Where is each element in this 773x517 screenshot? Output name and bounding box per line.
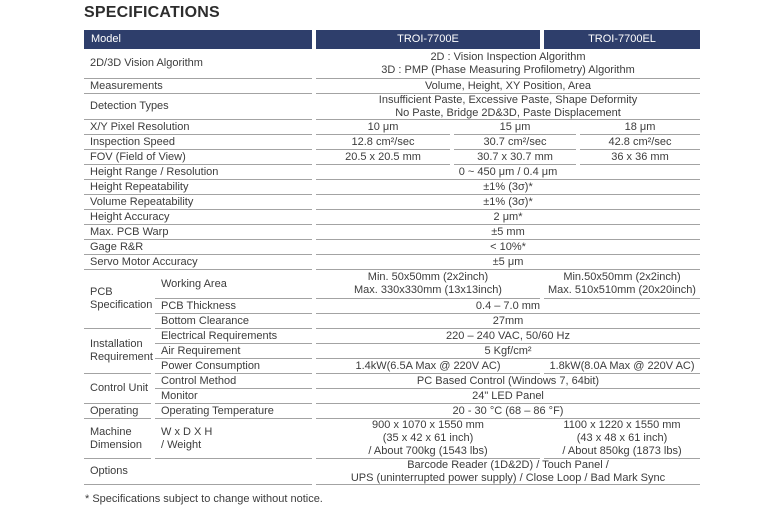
label-cell: Working Area [155,270,312,299]
value-cell: 27mm [316,314,700,329]
row-working-area [155,270,700,299]
label-cell: Servo Motor Accuracy [84,255,312,270]
label-cell: Height Range / Resolution [84,165,312,180]
label-cell: Height Accuracy [84,210,312,225]
label-cell: Air Requirement [155,344,312,359]
row-air-requirement [155,344,700,359]
value-cell: 0.4 – 7.0 mm [316,299,700,314]
value-cell-7700el: 1.8kW(8.0A Max @ 220V AC) [544,359,700,374]
label-cell: Measurements [84,79,312,94]
label-cell: Monitor [155,389,312,404]
group-label-cell: Operating [84,404,151,419]
row-inspection-speed [84,135,700,150]
row-options [84,459,700,485]
row-dimension-weight [155,419,700,459]
value-cell: 15 μm [454,120,576,135]
value-cell: Volume, Height, XY Position, Area [316,79,700,94]
section-control-unit [84,374,700,404]
group-label-cell: Control Unit [84,374,151,404]
footnote: * Specifications subject to change without notice. [85,493,323,505]
value-cell: 30.7 cm²/sec [454,135,576,150]
row-height-accuracy [84,210,700,225]
row-monitor [155,389,700,404]
value-cell: ±1% (3σ)* [316,180,700,195]
value-cell [316,459,700,485]
label-cell: Electrical Requirements [155,329,312,344]
value-cell-7700el [544,419,700,459]
label-cell: Inspection Speed [84,135,312,150]
row-control-method [155,374,700,389]
label-cell: FOV (Field of View) [84,150,312,165]
label-cell: Gage R&R [84,240,312,255]
row-detection-types [84,94,700,120]
value-line: No Paste, Bridge 2D&3D, Paste Displacement [395,106,621,119]
label-cell: Height Repeatability [84,180,312,195]
value-line: (35 x 42 x 61 inch) [382,432,474,444]
value-cell: 36 x 36 mm [580,150,700,165]
value-line: Max. 330x330mm (13x13inch) [354,284,502,296]
section-installation-requirement [84,329,700,374]
row-power-consumption [155,359,700,374]
label-cell: PCB Thickness [155,299,312,314]
value-cell: 220 – 240 VAC, 50/60 Hz [316,329,700,344]
label-line: / Weight [161,438,202,451]
value-cell: 20 - 30 °C (68 – 86 °F) [316,404,700,419]
label-cell: Power Consumption [155,359,312,374]
value-cell: 30.7 x 30.7 mm [454,150,576,165]
row-pcb-thickness [155,299,700,314]
value-cell: ±1% (3σ)* [316,195,700,210]
value-cell: 2 μm* [316,210,700,225]
value-line: Insufficient Paste, Excessive Paste, Shape Deformity [378,93,638,106]
value-line: / About 850kg (1873 lbs) [562,445,682,457]
value-line: 2D : Vision Inspection Algorithm [430,50,586,63]
row-volume-repeatability [84,195,700,210]
value-cell-7700e [316,419,540,459]
table-header-row [84,30,700,49]
spec-table [84,30,700,485]
value-cell: 20.5 x 20.5 mm [316,150,450,165]
label-cell: Operating Temperature [155,404,312,419]
row-operating-temperature [155,404,700,419]
section-operating [84,404,700,419]
row-height-range [84,165,700,180]
value-cell: 12.8 cm²/sec [316,135,450,150]
label-cell: Detection Types [84,94,312,120]
value-cell: 24" LED Panel [316,389,700,404]
value-cell: ±5 μm [316,255,700,270]
value-cell: < 10%* [316,240,700,255]
header-model-cell: Model [84,30,312,49]
row-electrical-requirements [155,329,700,344]
label-cell [155,419,312,459]
value-cell [316,94,700,120]
row-gage-rr [84,240,700,255]
section-pcb-specification [84,270,700,329]
group-label-cell: Installation Requirement [84,329,151,374]
row-servo-accuracy [84,255,700,270]
value-line: 3D : PMP (Phase Measuring Profilometry) Algorithm [381,63,635,76]
section-machine-dimension [84,419,700,459]
value-line: 1100 x 1220 x 1550 mm [563,419,681,431]
label-cell: Bottom Clearance [155,314,312,329]
label-cell: Volume Repeatability [84,195,312,210]
header-col-troi-7700el: TROI-7700EL [544,30,700,49]
page-title: SPECIFICATIONS [84,4,220,21]
value-cell-7700e: 1.4kW(6.5A Max @ 220V AC) [316,359,540,374]
header-col-troi-7700e: TROI-7700E [316,30,540,49]
label-line: W x D X H [161,425,213,438]
value-cell: 5 Kgf/cm² [316,344,700,359]
row-bottom-clearance [155,314,700,329]
spec-sheet-page [84,4,700,505]
value-cell [316,49,700,79]
value-cell: 42.8 cm²/sec [580,135,700,150]
value-line: Min. 50x50mm (2x2inch) [367,271,489,283]
value-cell: ±5 mm [316,225,700,240]
row-measurements [84,79,700,94]
value-line: / About 700kg (1543 lbs) [368,445,488,457]
label-cell: Options [84,459,312,485]
row-max-pcb-warp [84,225,700,240]
value-line: (43 x 48 x 61 inch) [576,432,668,444]
row-height-repeatability [84,180,700,195]
value-line: 900 x 1070 x 1550 mm [372,419,484,431]
row-fov [84,150,700,165]
value-cell: PC Based Control (Windows 7, 64bit) [316,374,700,389]
value-cell-7700el [544,270,700,299]
label-cell: X/Y Pixel Resolution [84,120,312,135]
value-line: UPS (uninterrupted power supply) / Close Loop / Bad Mark Sync [350,471,666,484]
row-pixel-resolution [84,120,700,135]
label-cell: Max. PCB Warp [84,225,312,240]
value-cell-7700e [316,270,540,299]
value-line: Barcode Reader (1D&2D) / Touch Panel / [407,458,609,471]
value-cell: 0 ~ 450 μm / 0.4 μm [316,165,700,180]
label-cell: Control Method [155,374,312,389]
value-cell: 10 μm [316,120,450,135]
label-cell: 2D/3D Vision Algorithm [84,49,312,79]
value-line: Max. 510x510mm (20x20inch) [548,284,696,296]
value-line: Min.50x50mm (2x2inch) [563,271,681,283]
value-cell: 18 μm [580,120,700,135]
row-vision-algorithm [84,49,700,79]
group-label-cell: PCB Specification [84,270,151,329]
group-label-cell: Machine Dimension [84,419,151,459]
